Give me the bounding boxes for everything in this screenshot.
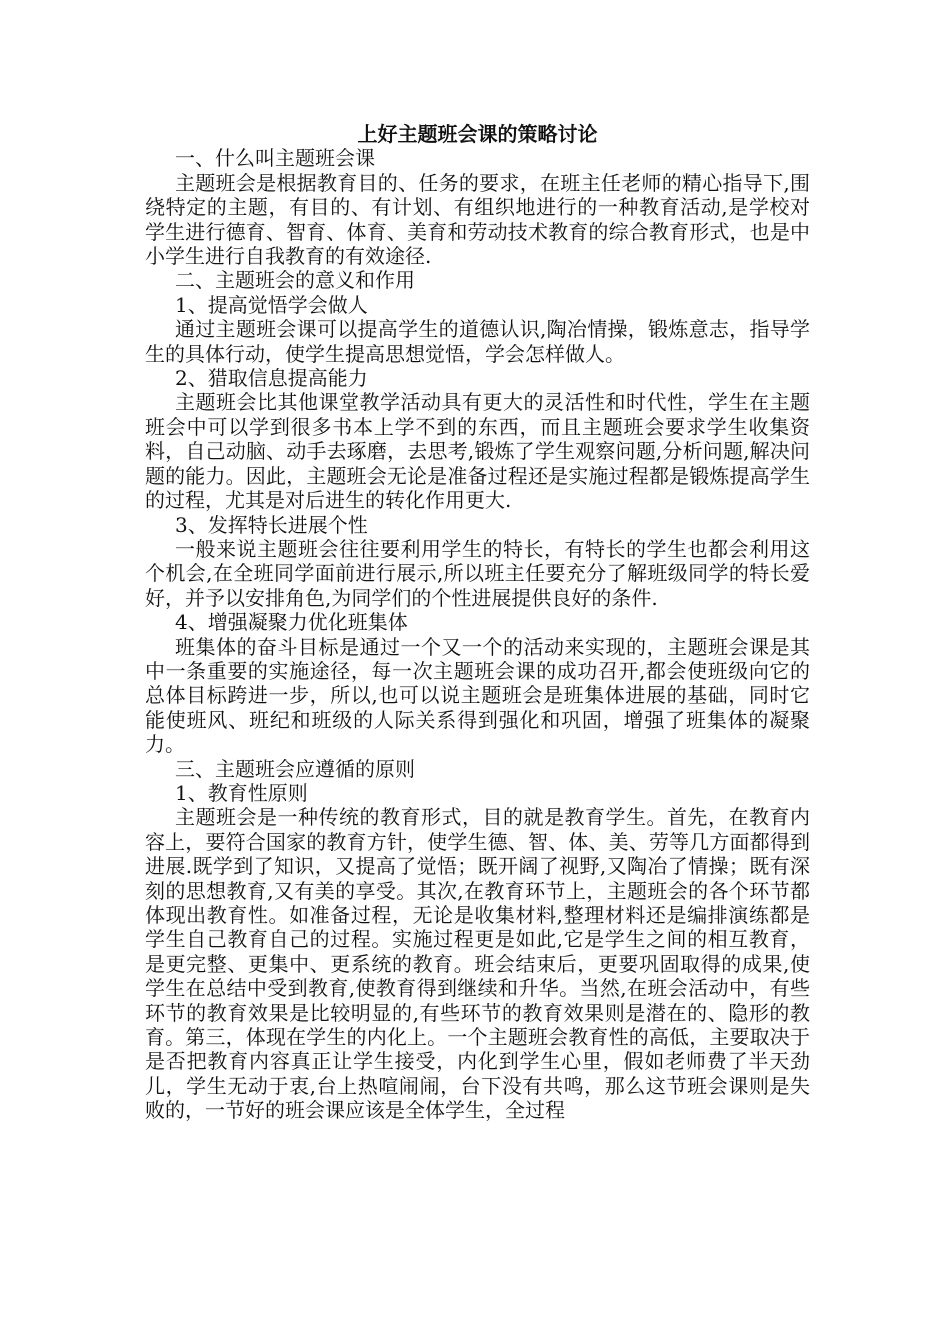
paragraph: 主题班会比其他课堂教学活动具有更大的灵活性和时代性，学生在主题班会中可以学到很多书本上学不到的东西，而且主题班会要求学生收集资料，自己动脑、动手去琢磨，去思考,锻炼了学生观察问题,分析问题,解决问题的能力。因此，主题班会无论是准备过程还是实施过程都是锻炼提高学生的过程，尤其是对后进生的转化作用更大. <box>145 390 810 513</box>
paragraph: 通过主题班会课可以提高学生的道德认识,陶冶情操，锻炼意志，指导学生的具体行动，使学生提高思想觉悟，学会怎样做人。 <box>145 317 810 366</box>
subsection-heading: 1、提高觉悟学会做人 <box>175 292 368 317</box>
subsection-heading: 3、发挥特长进展个性 <box>175 512 368 537</box>
paragraph: 主题班会是根据教育目的、任务的要求，在班主任老师的精心指导下,围绕特定的主题，有目的、有计划、有组织地进行的一种教育活动,是学校对学生进行德育、智育、体育、美育和劳动技术教育的综合教育形式，也是中小学生进行自我教育的有效途径. <box>145 170 810 269</box>
section-heading: 一、什么叫主题班会课 <box>175 146 375 171</box>
subsection-heading: 4、增强凝聚力优化班集体 <box>175 610 408 635</box>
section-heading: 二、主题班会的意义和作用 <box>175 268 415 293</box>
paragraph: 主题班会是一种传统的教育形式，目的就是教育学生。首先，在教育内容上，要符合国家的教育方针，使学生德、智、体、美、劳等几方面都得到进展.既学到了知识，又提高了觉悟；既开阔了视野,又陶冶了情操；既有深刻的思想教育,又有美的享受。其次,在教育环节上，主题班会的各个环节都体现出教育性。如准备过程，无论是收集材料,整理材料还是编排演练都是学生自己教育自己的过程。实施过程更是如此,它是学生之间的相互教育，是更完整、更集中、更系统的教育。班会结束后，更要巩固取得的成果,使学生在总结中受到教育,使教育得到继续和升华。当然,在班会活动中，有些环节的教育效果是比较明显的,有些环节的教育效果则是潜在的、隐形的教育。第三，体现在学生的内化上。一个主题班会教育性的高低，主要取决于是否把教育内容真正让学生接受，内化到学生心里，假如老师费了半天劲儿，学生无动于衷,台上热喧闹闹，台下没有共鸣，那么这节班会课则是失败的，一节好的班会课应该是全体学生，全过程 <box>145 805 810 1123</box>
paragraph: 班集体的奋斗目标是通过一个又一个的活动来实现的，主题班会课是其中一条重要的实施途径，每一次主题班会课的成功召开,都会使班级向它的总体目标跨进一步，所以,也可以说主题班会是班集体进展的基础，同时它能使班风、班纪和班级的人际关系得到强化和巩固，增强了班集体的凝聚力。 <box>145 634 810 757</box>
document-title: 上好主题班会课的策略讨论 <box>357 122 598 146</box>
subsection-heading: 1、教育性原则 <box>175 780 308 805</box>
paragraph: 一般来说主题班会往往要利用学生的特长，有特长的学生也都会利用这个机会,在全班同学面前进行展示,所以班主任要充分了解班级同学的特长爱好，并予以安排角色,为同学们的个性进展提供良好的条件. <box>145 536 810 610</box>
document-body <box>145 122 810 1123</box>
subsection-heading: 2、猎取信息提高能力 <box>175 366 368 391</box>
section-heading: 三、主题班会应遵循的原则 <box>175 756 415 781</box>
